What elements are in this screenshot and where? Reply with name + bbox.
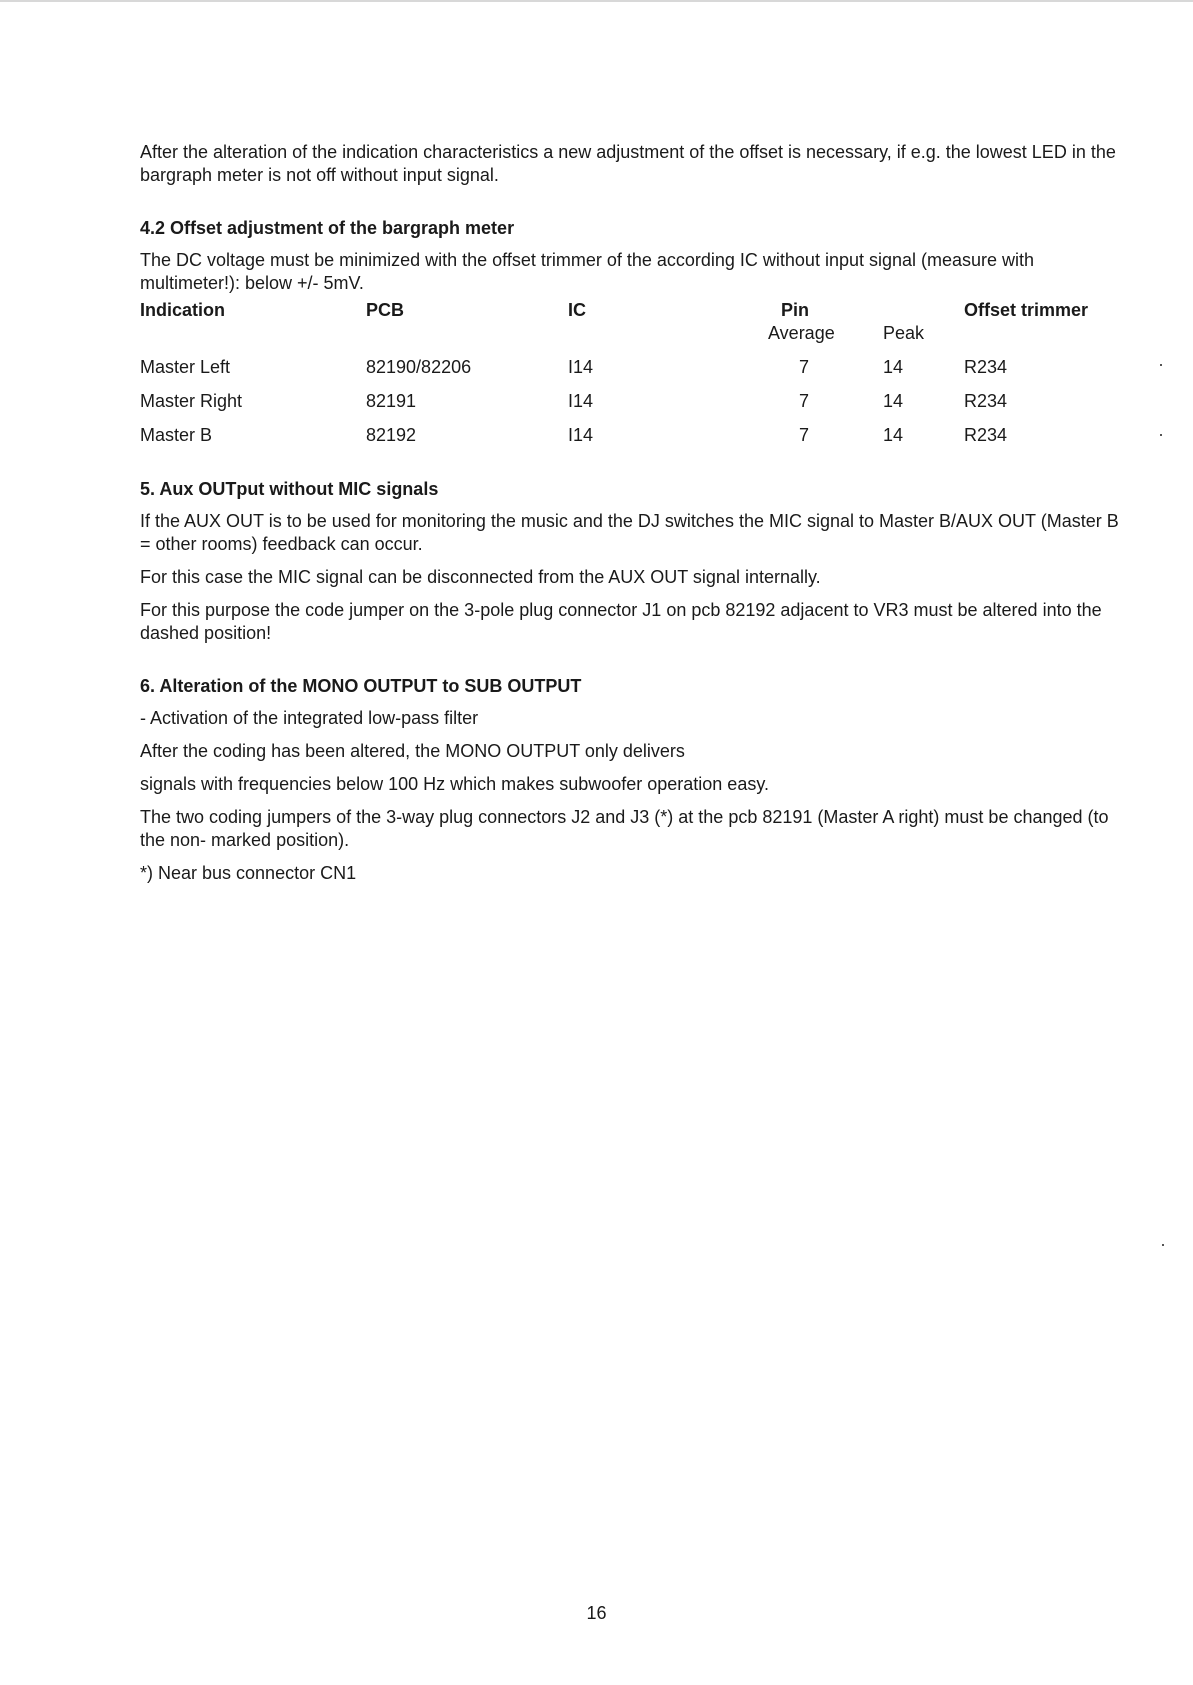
cell-offset-trimmer: R234 — [964, 357, 1008, 377]
section-6-paragraph: signals with frequencies below 100 Hz which makes subwoofer operation easy. — [140, 774, 769, 794]
document-page — [140, 141, 1120, 895]
table-header-row — [140, 299, 1106, 322]
section-5-heading: 5. Aux OUTput without MIC signals — [140, 479, 439, 499]
table-row — [140, 390, 1106, 424]
cell-offset-trimmer: R234 — [964, 425, 1008, 445]
scan-speck — [1162, 1244, 1164, 1246]
col-header-pcb: PCB — [366, 300, 405, 320]
cell-pin-average: 7 — [799, 391, 810, 411]
cell-ic: I14 — [568, 391, 594, 411]
scan-speck — [1160, 434, 1162, 436]
scan-speck — [1160, 364, 1162, 366]
intro-paragraph: After the alteration of the indication characteristics a new adjustment of the offset is necessary, if e.g. the lowest LED in the bargraph meter is not off without input signal. — [140, 142, 1116, 185]
cell-ic: I14 — [568, 357, 594, 377]
col-header-offset-trimmer: Offset trimmer — [964, 300, 1089, 320]
section-6-heading: 6. Alteration of the MONO OUTPUT to SUB OUTPUT — [140, 676, 582, 696]
col-subheader-peak: Peak — [883, 323, 925, 343]
cell-pin-average: 7 — [799, 357, 810, 377]
section-6-paragraph: After the coding has been altered, the MONO OUTPUT only delivers — [140, 741, 685, 761]
cell-offset-trimmer: R234 — [964, 391, 1008, 411]
cell-pin-peak: 14 — [883, 357, 904, 377]
section-5-paragraph: For this purpose the code jumper on the 3-pole plug connector J1 on pcb 82192 adjacent to VR3 must be altered into the dashed position! — [140, 600, 1102, 643]
section-5-paragraph: If the AUX OUT is to be used for monitoring the music and the DJ switches the MIC signal to Master B/AUX OUT (Master B = other rooms) feedback can occur. — [140, 511, 1119, 554]
section-4-2-body: The DC voltage must be minimized with the offset trimmer of the according IC without input signal (measure with multimeter!): below +/- 5mV. — [140, 250, 1035, 293]
cell-pcb: 82190/82206 — [366, 357, 472, 377]
section-6-footnote: *) Near bus connector CN1 — [140, 863, 357, 883]
table-row — [140, 424, 1106, 458]
cell-pin-peak: 14 — [883, 391, 904, 411]
cell-pcb: 82192 — [366, 425, 417, 445]
table-subheader-row — [140, 322, 1106, 356]
col-header-pin: Pin — [781, 300, 810, 320]
col-header-indication: Indication — [140, 300, 225, 320]
section-6-paragraph: The two coding jumpers of the 3-way plug connectors J2 and J3 (*) at the pcb 82191 (Master A right) must be changed (to the non- marked position). — [140, 807, 1109, 850]
section-6-paragraph: - Activation of the integrated low-pass filter — [140, 708, 479, 728]
cell-ic: I14 — [568, 425, 594, 445]
section-4-2-heading: 4.2 Offset adjustment of the bargraph meter — [140, 218, 515, 238]
table-row — [140, 356, 1106, 390]
col-header-ic: IC — [568, 300, 586, 320]
col-subheader-average: Average — [768, 323, 835, 343]
section-5-paragraph: For this case the MIC signal can be disconnected from the AUX OUT signal internally. — [140, 567, 821, 587]
page-number: 16 — [586, 1603, 607, 1623]
cell-indication: Master B — [140, 425, 213, 445]
top-rule — [0, 0, 1193, 2]
offset-table — [140, 299, 1106, 458]
cell-pcb: 82191 — [366, 391, 417, 411]
cell-indication: Master Left — [140, 357, 231, 377]
cell-pin-peak: 14 — [883, 425, 904, 445]
cell-pin-average: 7 — [799, 425, 810, 445]
cell-indication: Master Right — [140, 391, 243, 411]
